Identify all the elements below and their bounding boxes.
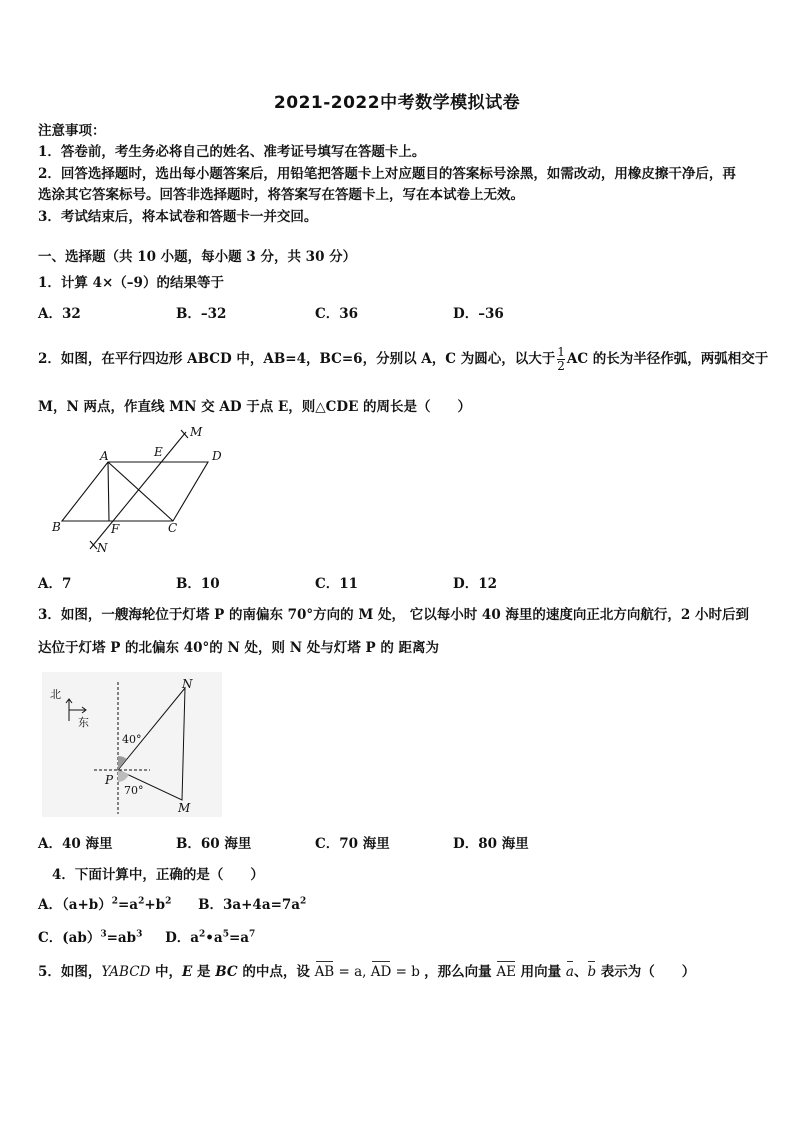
question-5-stem xyxy=(38,960,695,980)
q4-option-a xyxy=(38,897,171,913)
q4c-mid: =ab xyxy=(106,930,137,946)
q3-option-a: A．40 海里 xyxy=(38,836,113,852)
note-line-2b: 选涂其它答案标号。回答非选择题时，将答案写在答题卡上，写在本试卷上无效。 xyxy=(38,187,524,203)
q2-option-d: D．12 xyxy=(453,576,497,592)
q4b-text: B．3a+4a=7a xyxy=(198,897,301,913)
label-m-point: M xyxy=(178,801,191,815)
label-n-point: N xyxy=(182,677,193,691)
q2-stem-part2: AC 的长为半径作弧，两弧相交于 xyxy=(566,351,769,367)
label-c: C xyxy=(168,521,178,535)
q5-vector-ab: AB xyxy=(314,964,335,980)
q4a-exp3: 2 xyxy=(165,896,172,907)
q4b-exp: 2 xyxy=(300,896,307,907)
q5-parallelogram-symbol: YABCD xyxy=(101,964,151,980)
angle-70-label: 70° xyxy=(124,784,144,797)
q5-end: 表示为（ ） xyxy=(596,964,696,980)
fraction-numerator: 1 xyxy=(557,345,565,359)
fraction-denominator: 2 xyxy=(557,359,565,373)
question-4-stem: 4．下面计算中，正确的是（ ） xyxy=(52,867,264,883)
parallelogram-abcd xyxy=(62,462,208,521)
label-f: F xyxy=(111,522,120,536)
q2-option-c: C．11 xyxy=(315,576,359,592)
q4d-exp3: 7 xyxy=(249,929,256,940)
q3-option-b: B．60 海里 xyxy=(176,836,252,852)
compass-east-label: 东 xyxy=(78,716,89,729)
diagonal-ac xyxy=(108,462,173,521)
q5-pre: 5．如图， xyxy=(38,964,102,980)
q1-option-b: B．–32 xyxy=(176,306,227,322)
q2-option-b: B．10 xyxy=(176,576,220,592)
label-a: A xyxy=(100,449,109,463)
label-b: B xyxy=(52,520,61,534)
note-line-2a: 2．回答选择题时，选出每小题答案后，用铅笔把答题卡上对应题目的答案标号涂黑，如需改动，用橡皮擦干净后，再 xyxy=(38,166,736,182)
q5-mid1: 中， xyxy=(150,964,183,980)
question-3-stem-line2: 达位于灯塔 P 的北偏东 40°的 N 处，则 N 处与灯塔 P 的 距离为 xyxy=(38,640,440,656)
q5-mid5: 用向量 xyxy=(515,964,566,980)
q4d-text: D．a xyxy=(165,930,200,946)
q1-option-d: D．–36 xyxy=(453,306,504,322)
q5-vector-b: b xyxy=(587,964,597,980)
q4-option-c xyxy=(38,930,142,946)
q4-options-row2 xyxy=(38,926,255,946)
q4d-mid: •a xyxy=(205,930,223,946)
label-m: M xyxy=(190,425,203,439)
q5-mid2: 是 xyxy=(192,964,216,980)
q5-vector-ad: AD xyxy=(370,964,392,980)
note-line-3: 3．考试结束后，将本试卷和答题卡一并交回。 xyxy=(38,209,318,225)
q4d-exp2: 5 xyxy=(222,929,229,940)
page-title: 2021-2022中考数学模拟试卷 xyxy=(273,93,521,113)
q4-options-row1 xyxy=(38,893,306,913)
note-line-1: 1．答卷前，考生务必将自己的姓名、准考证号填写在答题卡上。 xyxy=(38,144,426,160)
q4a-exp1: 2 xyxy=(111,896,118,907)
q4-option-b xyxy=(198,897,306,913)
q4c-text: C．(ab） xyxy=(38,930,101,946)
q4a-exp2: 2 xyxy=(138,896,145,907)
q5-mid3: 的中点，设 xyxy=(237,964,315,980)
q5-separator: 、 xyxy=(573,964,588,980)
q2-stem-part1: 2．如图，在平行四边形 ABCD 中，AB=4，BC=6，分别以 A，C 为圆心，以大于 xyxy=(38,351,556,367)
parallelogram-figure xyxy=(48,425,248,560)
q4c-exp2: 3 xyxy=(136,929,143,940)
label-n: N xyxy=(97,541,108,555)
q4a-mid: =a xyxy=(118,897,139,913)
q5-point-e: E xyxy=(182,964,193,980)
segment-af xyxy=(108,462,109,521)
q4-option-d xyxy=(165,930,255,946)
q4a-end: +b xyxy=(144,897,166,913)
q5-eq2: = b xyxy=(391,964,425,980)
label-p-point: P xyxy=(105,773,114,787)
q5-segment-bc: BC xyxy=(215,964,238,980)
q5-vector-a: a xyxy=(565,964,574,980)
q5-mid4: ，那么向量 xyxy=(424,964,497,980)
question-2-stem-line2: M，N 两点，作直线 MN 交 AD 于点 E，则△CDE 的周长是（ ） xyxy=(38,399,472,415)
section-heading: 一、选择题（共 10 小题，每小题 3 分，共 30 分） xyxy=(38,249,357,265)
q4d-exp1: 2 xyxy=(199,929,206,940)
notes-heading: 注意事项： xyxy=(38,123,106,139)
fraction-one-half xyxy=(557,346,565,373)
q4a-text: A．（a+b） xyxy=(38,897,112,913)
q1-option-a: A．32 xyxy=(38,306,81,322)
q2-option-a: A．7 xyxy=(38,576,72,592)
q5-vector-ae: AE xyxy=(496,964,516,980)
question-2-stem-line1 xyxy=(38,346,768,373)
q5-eq1: = a, xyxy=(334,964,371,980)
compass-north-label: 北 xyxy=(50,688,61,701)
angle-40-label: 40° xyxy=(122,733,142,746)
q3-option-c: C．70 海里 xyxy=(315,836,390,852)
q3-option-d: D．80 海里 xyxy=(453,836,529,852)
question-1-stem: 1．计算 4×（–9）的结果等于 xyxy=(38,275,224,291)
q1-option-c: C．36 xyxy=(315,306,359,322)
label-d: D xyxy=(212,449,222,463)
lighthouse-figure xyxy=(42,672,222,817)
q4c-exp1: 3 xyxy=(100,929,107,940)
label-e: E xyxy=(154,445,163,459)
question-3-stem-line1: 3．如图，一艘海轮位于灯塔 P 的南偏东 70°方向的 M 处， 它以每小时 40 海里的速度向正北方向航行，2 小时后到 xyxy=(38,607,750,623)
q4d-end: =a xyxy=(228,930,250,946)
